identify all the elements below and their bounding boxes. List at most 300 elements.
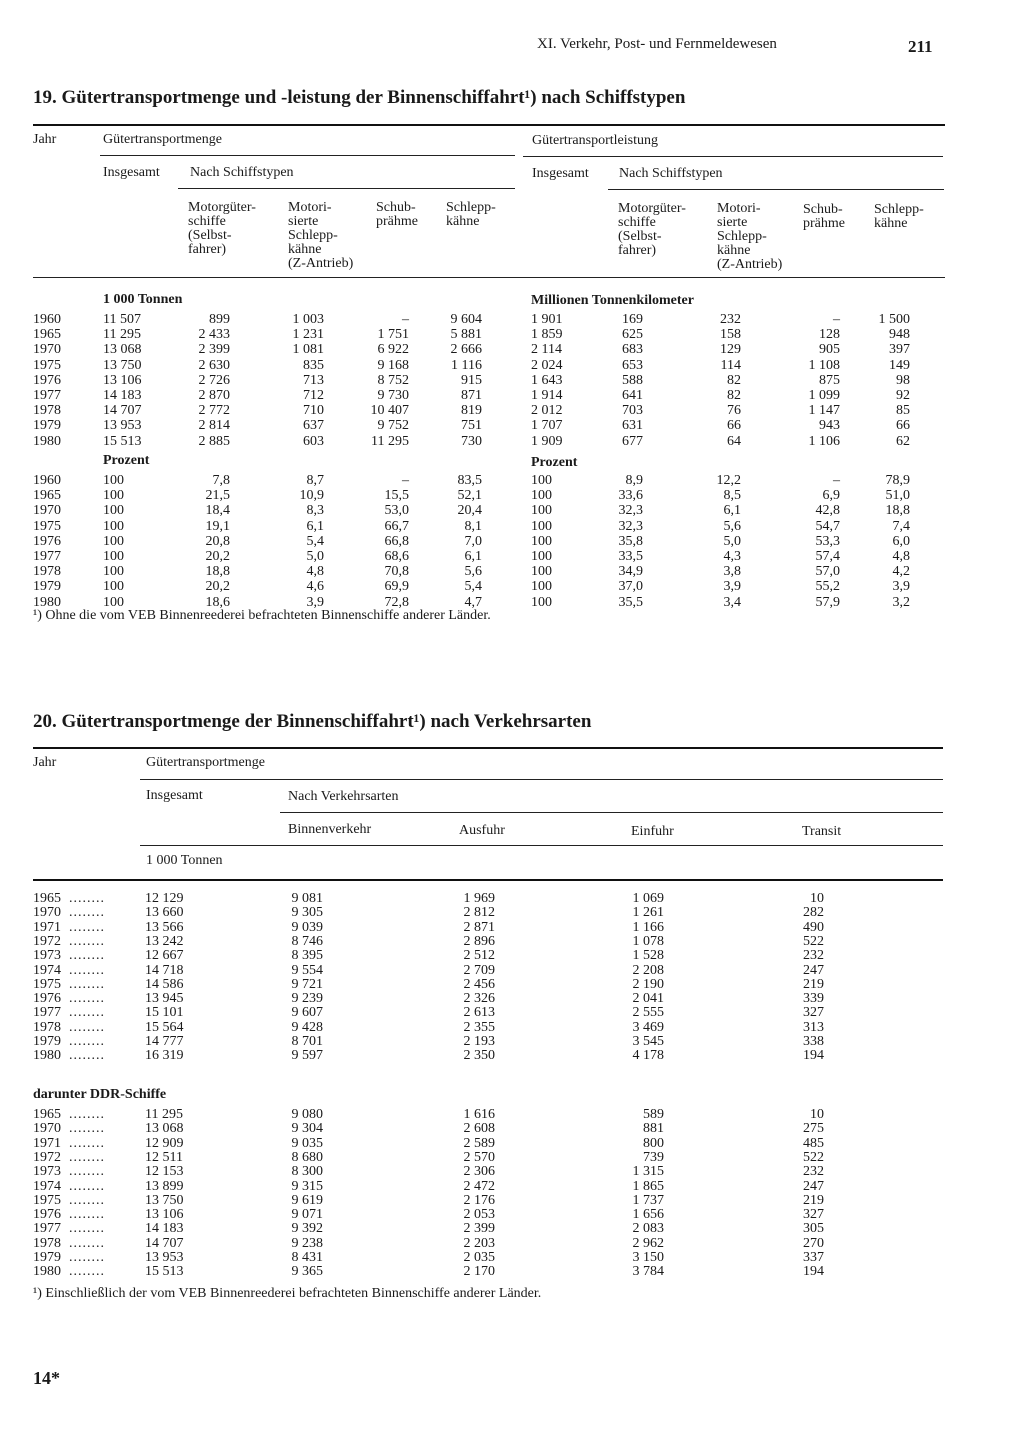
t19-cell: 8,7 [306,473,324,488]
t19-cell: 1 099 [808,388,840,403]
t19-col-year: Jahr [33,132,57,147]
t19-cell: 13 106 [103,372,142,388]
dot-leader: ........ [69,1207,105,1223]
dot-leader: ........ [69,1178,105,1194]
t20-cell: 327 [803,1207,824,1223]
t19-year: 1975 [33,518,61,534]
dot-leader: ........ [69,948,105,964]
t19-cell: 51,0 [885,488,910,504]
t19-cell: 15,5 [384,488,409,504]
t20-cell: 13 068 [145,1121,184,1137]
t19-sub-motorisierte-right: Motori- sierte Schlepp- kähne (Z-Antrieb) [717,201,783,272]
t19-year: 1978 [33,564,61,580]
t19-cell: 3,4 [723,594,741,610]
t19-cell: 70,8 [384,564,409,580]
t19-year: 1970 [33,503,61,519]
t20-cell: 1 166 [632,919,664,935]
t20-cell: 9 619 [291,1192,323,1208]
t20-cell: 13 106 [145,1207,184,1223]
t19-cell: 4,8 [306,564,324,580]
t20-cell: 8 746 [291,933,323,949]
t20-year: 1972 [33,933,61,949]
t19-cell: 641 [622,388,643,403]
t20-cell: 9 428 [291,1019,323,1035]
t19-cell: 158 [720,327,741,343]
t19-cell: 169 [622,312,643,327]
t20-cell: 2 399 [463,1221,495,1237]
t19-nach-typen-right: Nach Schiffstypen [619,166,723,181]
t20-nach-arten: Nach Verkehrsarten [288,789,399,804]
t19-cell: 6 922 [377,342,409,358]
t19-cell: 54,7 [815,518,840,534]
dot-leader: ........ [69,976,105,992]
dot-leader: ........ [69,991,105,1007]
t19-cell: 1 003 [292,312,324,327]
dot-leader: ........ [69,919,105,935]
t20-cell: 522 [803,1149,824,1165]
t20-cell: 8 300 [291,1164,323,1180]
t19-cell: 55,2 [815,579,840,595]
t19-cell: 603 [303,433,324,449]
t20-year: 1972 [33,1149,61,1165]
t19-cell: 100 [103,518,124,534]
t20-year: 1970 [33,905,61,921]
t20-cell: 9 554 [291,962,323,978]
t19-cell: 712 [303,388,324,403]
signature-mark: 14* [33,1368,60,1388]
t19-year: 1976 [33,533,61,549]
dot-leader: ........ [69,1221,105,1237]
t20-cell: 327 [803,1005,824,1021]
t20-cell: 8 395 [291,948,323,964]
dot-leader: ........ [69,962,105,978]
t19-cell: 943 [819,418,840,434]
t20-cell: 9 039 [291,919,323,935]
t19-group-leistung: Gütertransportleistung [532,133,658,148]
t19-unit-right: Millionen Tonnenkilometer [531,293,694,308]
t19-cell: 631 [622,418,643,434]
t19-cell: 18,8 [205,564,230,580]
t19-year: 1980 [33,594,61,610]
dot-leader: ........ [69,891,105,906]
t19-cell: 10 407 [370,403,409,419]
t20-cell: 232 [803,1164,824,1180]
t20-cell: 1 078 [632,933,664,949]
t20-cell: 339 [803,991,824,1007]
t19-cell: 1 901 [531,312,563,327]
t19-cell: 8,1 [464,518,482,534]
t20-cell: 2 176 [463,1192,495,1208]
t20-binnen: Binnenverkehr [288,822,372,837]
t20-cell: 9 365 [291,1264,323,1280]
t19-cell: 11 507 [103,312,141,327]
t20-cell: 9 304 [291,1121,323,1137]
t20-cell: 12 909 [145,1135,184,1151]
t19-cell: 72,8 [384,594,409,610]
t19-year: 1970 [33,342,61,358]
t20-cell: 14 777 [145,1034,184,1049]
t20-cell: 337 [803,1250,824,1265]
t19-cell: – [833,473,840,488]
t19-cell: 730 [461,433,482,449]
t19-cell: 2 772 [198,403,230,419]
t19-cell: 948 [889,327,910,343]
t20-year: 1965 [33,891,61,906]
t19-cell: 12,2 [716,473,741,488]
t20-footnote: ¹) Einschließlich der vom VEB Binnenreederei befrachteten Binnenschiffe anderer Länder. [33,1286,542,1301]
t20-year: 1974 [33,962,61,978]
t19-cell: 13 750 [103,357,142,373]
t19-cell: 2 399 [198,342,230,358]
t20-rule-arten [280,812,943,813]
t19-cell: 637 [303,418,324,434]
t19-rule-sub-left [178,188,515,189]
t19-cell: 35,8 [618,533,643,549]
t20-cell: 2 962 [632,1235,664,1251]
t20-cell: 739 [643,1149,664,1165]
t20-cell: 15 564 [145,1019,184,1035]
table-19-title: 19. Gütertransportmenge und -leistung der Binnenschiffahrt¹) nach Schiffstypen [33,87,686,108]
t20-cell: 9 721 [291,976,323,992]
dot-leader: ........ [69,1164,105,1180]
dot-leader: ........ [69,1250,105,1265]
t19-cell: 1 108 [808,357,840,373]
t19-cell: 703 [622,403,643,419]
t20-year: 1977 [33,1221,61,1237]
t19-year: 1979 [33,418,61,434]
t19-cell: 625 [622,327,643,343]
t19-cell: 1 231 [292,327,324,343]
t20-year: 1980 [33,1048,61,1064]
t19-cell: 100 [531,549,552,564]
t20-cell: 194 [803,1048,824,1064]
t20-cell: 3 150 [632,1250,664,1265]
dot-leader: ........ [69,905,105,921]
t19-cell: 100 [103,579,124,595]
t19-cell: 68,6 [384,549,409,564]
t19-cell: 4,2 [892,564,910,580]
t19-cell: 875 [819,372,840,388]
t19-rule-group [100,155,515,156]
t20-cell: 338 [803,1034,824,1049]
t19-pct-right: Prozent [531,455,578,470]
t20-cell: 2 871 [463,919,495,935]
t20-cell: 2 355 [463,1019,495,1035]
t19-cell: 4,7 [464,594,482,610]
t20-cell: 16 319 [145,1048,184,1064]
t19-cell: 713 [303,372,324,388]
t19-cell: 9 168 [377,357,409,373]
t19-cell: 21,5 [205,488,230,504]
t20-insgesamt: Insgesamt [146,788,203,803]
t19-cell: 899 [209,312,230,327]
dot-leader: ........ [69,1235,105,1251]
t19-cell: 100 [103,533,124,549]
t19-cell: 9 730 [377,388,409,403]
t19-cell: 20,4 [457,503,482,519]
t20-cell: 9 239 [291,991,323,1007]
t20-cell: 3 784 [632,1264,664,1280]
t20-cell: 13 899 [145,1178,184,1194]
t19-cell: 5,6 [723,518,741,534]
t19-cell: 5,0 [306,549,324,564]
t20-cell: 2 326 [463,991,495,1007]
t19-cell: 66 [896,418,910,434]
t20-ddr-label: darunter DDR-Schiffe [33,1087,167,1102]
dot-leader: ........ [69,933,105,949]
table-20-title: 20. Gütertransportmenge der Binnenschiffahrt¹) nach Verkehrsarten [33,711,592,732]
t20-cell: 13 945 [145,991,184,1007]
t20-cell: 275 [803,1121,824,1137]
t19-cell: 2 726 [198,372,230,388]
t19-cell: 83,5 [457,473,482,488]
t20-cell: 2 896 [463,933,495,949]
t20-cell: 9 597 [291,1048,323,1064]
t20-cell: 1 616 [463,1107,495,1122]
t20-cell: 1 737 [632,1192,664,1208]
t19-cell: 33,6 [618,488,643,504]
t19-cell: 1 643 [531,372,563,388]
t19-cell: 6,9 [822,488,840,504]
t19-insgesamt-right: Insgesamt [532,166,589,181]
t19-cell: 2 433 [198,327,230,343]
t20-cell: 11 295 [145,1107,183,1122]
t19-cell: 6,0 [892,533,910,549]
t19-cell: 100 [103,594,124,610]
t20-cell: 2 053 [463,1207,495,1223]
dot-leader: ........ [69,1121,105,1137]
t20-cell: 13 750 [145,1192,184,1208]
t20-cell: 15 513 [145,1264,184,1280]
t19-cell: – [402,473,409,488]
t19-cell: 114 [720,357,741,373]
t19-cell: 2 666 [450,342,482,358]
t20-cell: 490 [803,919,824,935]
t19-cell: 13 068 [103,342,142,358]
t19-sub-schub-left: Schub- prähme [376,200,418,229]
dot-leader: ........ [69,1149,105,1165]
t20-cell: 2 812 [463,905,495,921]
t19-cell: 82 [727,388,741,403]
t19-cell: – [402,312,409,327]
t19-rule-sub-right [608,189,944,190]
t20-cell: 9 071 [291,1207,323,1223]
t20-cell: 2 512 [463,948,495,964]
dot-leader: ........ [69,1135,105,1151]
t19-year: 1980 [33,433,61,449]
t19-cell: 37,0 [618,579,643,595]
t19-cell: 20,8 [205,533,230,549]
t19-cell: 8,5 [723,488,741,504]
t20-ausfuhr: Ausfuhr [459,823,505,838]
t20-cell: 2 456 [463,976,495,992]
t19-cell: 2 870 [198,388,230,403]
t20-cell: 305 [803,1221,824,1237]
t20-cell: 1 865 [632,1178,664,1194]
t20-cell: 2 570 [463,1149,495,1165]
t19-cell: 8,9 [625,473,643,488]
t19-rule-header-bottom [33,277,945,278]
t19-cell: 35,5 [618,594,643,610]
t19-cell: 11 295 [103,327,141,343]
t19-cell: 2 814 [198,418,230,434]
t19-year: 1977 [33,388,61,403]
t20-cell: 9 238 [291,1235,323,1251]
t20-col-year: Jahr [33,755,57,770]
t20-cell: 9 305 [291,905,323,921]
t19-cell: 9 604 [450,312,482,327]
t20-cell: 12 511 [145,1149,183,1165]
t20-cell: 2 035 [463,1250,495,1265]
dot-leader: ........ [69,1264,105,1280]
t19-cell: 5,4 [306,533,324,549]
t19-cell: 64 [727,433,741,449]
t19-cell: 1 081 [292,342,324,358]
t19-cell: 128 [819,327,840,343]
t19-cell: 100 [103,488,124,504]
t20-cell: 232 [803,948,824,964]
t20-cell: 8 431 [291,1250,323,1265]
t19-cell: 5 881 [450,327,482,343]
dot-leader: ........ [69,1048,105,1064]
t20-year: 1980 [33,1264,61,1280]
t20-cell: 270 [803,1235,824,1251]
t20-cell: 10 [810,891,824,906]
t20-cell: 2 208 [632,962,664,978]
t19-cell: 3,9 [306,594,324,610]
t20-group: Gütertransportmenge [146,755,265,770]
t19-cell: 871 [461,388,482,403]
t20-cell: 219 [803,1192,824,1208]
t19-group-menge: Gütertransportmenge [103,132,222,147]
t19-cell: 129 [720,342,741,358]
t19-cell: 3,2 [892,594,910,610]
t20-year: 1973 [33,1164,61,1180]
t19-sub-motorisierte-left: Motori- sierte Schlepp- kähne (Z-Antrieb) [288,200,354,271]
t20-cell: 4 178 [632,1048,664,1064]
t19-cell: 100 [531,473,552,488]
t19-cell: 653 [622,357,643,373]
t20-cell: 1 069 [632,891,664,906]
t19-year: 1965 [33,488,61,504]
t19-cell: 100 [531,488,552,504]
t19-cell: 9 752 [377,418,409,434]
t20-cell: 10 [810,1107,824,1122]
t19-pct-left: Prozent [103,453,150,468]
t20-cell: 2 170 [463,1264,495,1280]
t20-cell: 9 315 [291,1178,323,1194]
t19-cell: 20,2 [205,579,230,595]
t20-cell: 2 193 [463,1034,495,1049]
page-number: 211 [908,37,933,56]
t19-cell: 78,9 [885,473,910,488]
t19-cell: 53,3 [815,533,840,549]
t19-cell: 4,6 [306,579,324,595]
t19-cell: 819 [461,403,482,419]
t20-cell: 14 586 [145,976,184,992]
t20-cell: 9 080 [291,1107,323,1122]
running-title: XI. Verkehr, Post- und Fernmeldewesen [537,36,777,52]
t20-cell: 881 [643,1121,664,1137]
t19-cell: 915 [461,372,482,388]
t19-nach-typen-left: Nach Schiffstypen [190,165,294,180]
t19-cell: 677 [622,433,643,449]
t20-year: 1974 [33,1178,61,1194]
t19-cell: 100 [531,518,552,534]
t19-cell: 8 752 [377,372,409,388]
t20-cell: 13 242 [145,933,184,949]
t19-cell: 42,8 [815,503,840,519]
t19-cell: 100 [103,564,124,580]
t20-cell: 2 589 [463,1135,495,1151]
t19-cell: 66 [727,418,741,434]
t20-year: 1976 [33,991,61,1007]
t19-year: 1960 [33,473,61,488]
t19-cell: 7,8 [212,473,230,488]
t19-cell: 1 859 [531,327,563,343]
t19-cell: 8,3 [306,503,324,519]
t19-cell: 905 [819,342,840,358]
t19-cell: 1 147 [808,403,840,419]
t19-sub-schlepp-right: Schlepp- kähne [874,202,924,231]
t20-transit: Transit [802,824,842,839]
t20-rule-cols [140,845,943,846]
t20-cell: 2 613 [463,1005,495,1021]
t20-cell: 282 [803,905,824,921]
t19-cell: 3,9 [892,579,910,595]
t20-year: 1971 [33,919,61,935]
t19-cell: 76 [727,403,741,419]
t20-cell: 14 718 [145,962,184,978]
t19-cell: 18,8 [885,503,910,519]
t20-cell: 13 660 [145,905,184,921]
t19-cell: 85 [896,403,910,419]
t20-cell: 12 153 [145,1164,184,1180]
t20-cell: 13 953 [145,1250,184,1265]
t20-cell: 9 081 [291,891,323,906]
t20-year: 1971 [33,1135,61,1151]
t19-cell: 33,5 [618,549,643,564]
t20-cell: 14 707 [145,1235,184,1251]
t19-cell: 710 [303,403,324,419]
t19-cell: 2 885 [198,433,230,449]
t19-cell: 14 183 [103,388,142,403]
t19-year: 1979 [33,579,61,595]
t20-cell: 247 [803,1178,824,1194]
t20-cell: 2 472 [463,1178,495,1194]
t19-cell: 1 500 [878,312,910,327]
t20-year: 1973 [33,948,61,964]
t20-cell: 14 183 [145,1221,184,1237]
t19-cell: 92 [896,388,910,403]
t19-cell: 1 751 [377,327,409,343]
t20-rule-group [140,779,943,780]
t19-cell: 232 [720,312,741,327]
t20-year: 1965 [33,1107,61,1122]
t19-cell: 1 914 [531,388,563,403]
t19-cell: 100 [531,579,552,595]
t19-cell: 2 114 [531,342,562,358]
t19-cell: 57,4 [815,549,840,564]
t20-cell: 9 607 [291,1005,323,1021]
t20-cell: 1 261 [632,905,664,921]
t19-cell: 98 [896,372,910,388]
t19-cell: 52,1 [457,488,482,504]
t19-sub-schlepp-left: Schlepp- kähne [446,200,496,229]
t20-cell: 247 [803,962,824,978]
t19-cell: 3,9 [723,579,741,595]
t20-year: 1978 [33,1235,61,1251]
